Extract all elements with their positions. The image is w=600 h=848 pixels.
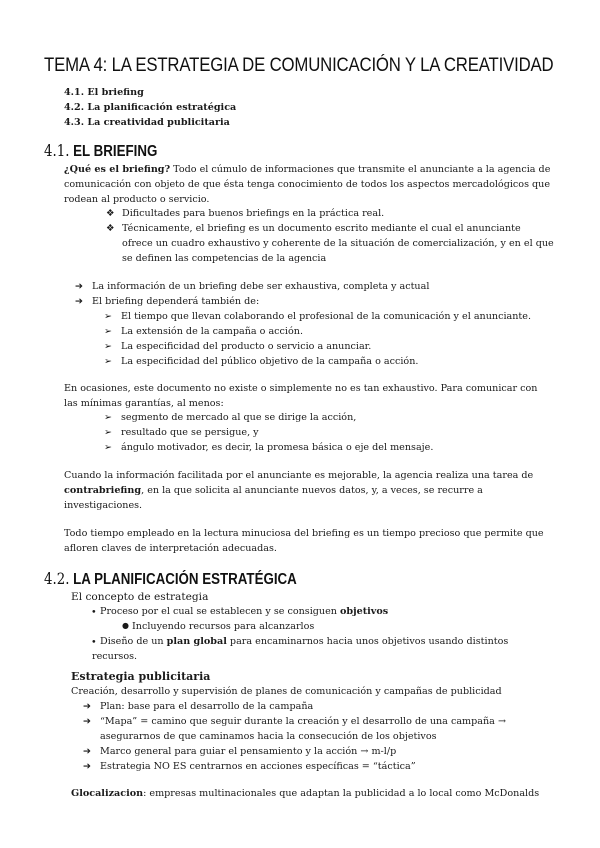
subheading-strategy-concept: El concepto de estrategia: [71, 591, 209, 603]
contrabriefing-term: contrabriefing: [64, 484, 142, 496]
circle-bullet-icon: ●: [122, 621, 129, 630]
minimum-item: resultado que se persigue, y: [121, 427, 259, 438]
arrow-bullet-icon: ➔: [83, 716, 92, 727]
bullet-dot-icon: •: [91, 607, 97, 618]
advertising-strategy-definition: Creación, desarrollo y supervisión de planes de comunicación y campañas de publicidad: [71, 686, 502, 697]
reading-time-paragraph: Todo tiempo empleado en la lectura minuciosa del briefing es un tiempo precioso que permite que afloren claves de interpretación adecuadas.: [64, 528, 544, 554]
glocalization-note: Glocalizacion: empresas multinacionales que adaptan la publicidad a lo local como McDonalds: [71, 788, 540, 799]
sub-item: La especificidad del público objetivo de la campaña o acción.: [121, 356, 419, 367]
arrowhead-bullet-icon: ➢: [104, 326, 113, 337]
briefing-question: ¿Qué es el briefing?: [64, 164, 171, 175]
arrowhead-bullet-icon: ➢: [104, 427, 113, 438]
strategy-item: “Mapa” = camino que seguir durante la creación y el desarrollo de una campaña → asegurarnos de que caminamos hacia la consecución de los objetivos: [100, 716, 506, 742]
toc-item: 4.3. La creatividad publicitaria: [64, 117, 230, 128]
table-of-contents: [64, 85, 236, 130]
arrowhead-bullet-icon: ➢: [104, 341, 113, 352]
diamond-bullet-icon: ❖: [106, 223, 115, 234]
arrow-bullet-icon: ➔: [75, 296, 84, 307]
arrow-bullet-icon: ➔: [75, 281, 84, 292]
diamond-bullet-icon: ❖: [106, 208, 115, 219]
arrowhead-bullet-icon: ➢: [104, 311, 113, 322]
page-title: TEMA 4: LA ESTRATEGIA DE COMUNICACIÓN Y LA CREATIVIDAD: [44, 54, 554, 76]
occasions-paragraph: En ocasiones, este documento no existe o simplemente no es tan exhaustivo. Para comunicar con las mínimas garantías, al menos:: [64, 383, 538, 409]
concept-item: Diseño de un plan global para encaminarnos hacia unos objetivos usando distintos: [100, 636, 509, 647]
arrowhead-bullet-icon: ➢: [104, 412, 113, 423]
section-heading-briefing: 4.1. EL BRIEFING: [44, 142, 158, 160]
diamond-item: Dificultades para buenos briefings en la práctica real.: [122, 208, 385, 219]
arrow-item: El briefing dependerá también de:: [92, 296, 260, 307]
section-heading-planning: 4.2. LA PLANIFICACIÓN ESTRATÉGICA: [44, 570, 297, 588]
toc-item: 4.1. El briefing: [64, 87, 144, 98]
minimum-item: ángulo motivador, es decir, la promesa básica o eje del mensaje.: [121, 442, 434, 453]
minimum-item: segmento de mercado al que se dirige la acción,: [121, 412, 357, 423]
arrow-bullet-icon: ➔: [83, 761, 92, 772]
sub-item: La especificidad del producto o servicio a anunciar.: [121, 341, 372, 352]
toc-item: 4.2. La planificación estratégica: [64, 102, 237, 113]
arrow-bullet-icon: ➔: [83, 701, 92, 712]
concept-item-continuation: recursos.: [92, 651, 138, 662]
briefing-definition: ¿Qué es el briefing? Todo el cúmulo de informaciones que transmite el anunciante a la agencia de comunicación con objeto de que ésta tenga conocimiento de todos los aspectos mercadológicos que rodean al producto o servicio.: [64, 164, 551, 205]
glocalization-term: Glocalizacion: [71, 788, 144, 799]
arrow-item: La información de un briefing debe ser exhaustiva, completa y actual: [92, 281, 430, 292]
strategy-item: Estrategia NO ES centrarnos en acciones específicas = “táctica”: [100, 761, 416, 772]
contrabriefing-paragraph: Cuando la información facilitada por el anunciante es mejorable, la agencia realiza una tarea de contrabriefing, en la que solicita al anunciante nuevos datos, y, a veces, se recurre a investigaciones.: [64, 470, 534, 511]
concept-subitem: Incluyendo recursos para alcanzarlos: [132, 621, 315, 632]
arrowhead-bullet-icon: ➢: [104, 442, 113, 453]
strategy-item: Marco general para guiar el pensamiento y la acción → m-l/p: [100, 746, 397, 757]
concept-item: Proceso por el cual se establecen y se consiguen objetivos: [100, 606, 389, 617]
diamond-item: Técnicamente, el briefing es un documento escrito mediante el cual el anunciante ofrece un cuadro exhaustivo y coherente de la situación de comercialización, y en el que se definen las competencias de la agencia: [122, 223, 554, 264]
arrowhead-bullet-icon: ➢: [104, 356, 113, 367]
sub-item: La extensión de la campaña o acción.: [121, 326, 304, 337]
strategy-item: Plan: base para el desarrollo de la campaña: [100, 701, 314, 712]
subheading-advertising-strategy: Estrategia publicitaria: [71, 670, 211, 683]
arrow-bullet-icon: ➔: [83, 746, 92, 757]
sub-item: El tiempo que llevan colaborando el profesional de la comunicación y el anunciante.: [121, 311, 531, 322]
bullet-dot-icon: •: [91, 637, 97, 648]
